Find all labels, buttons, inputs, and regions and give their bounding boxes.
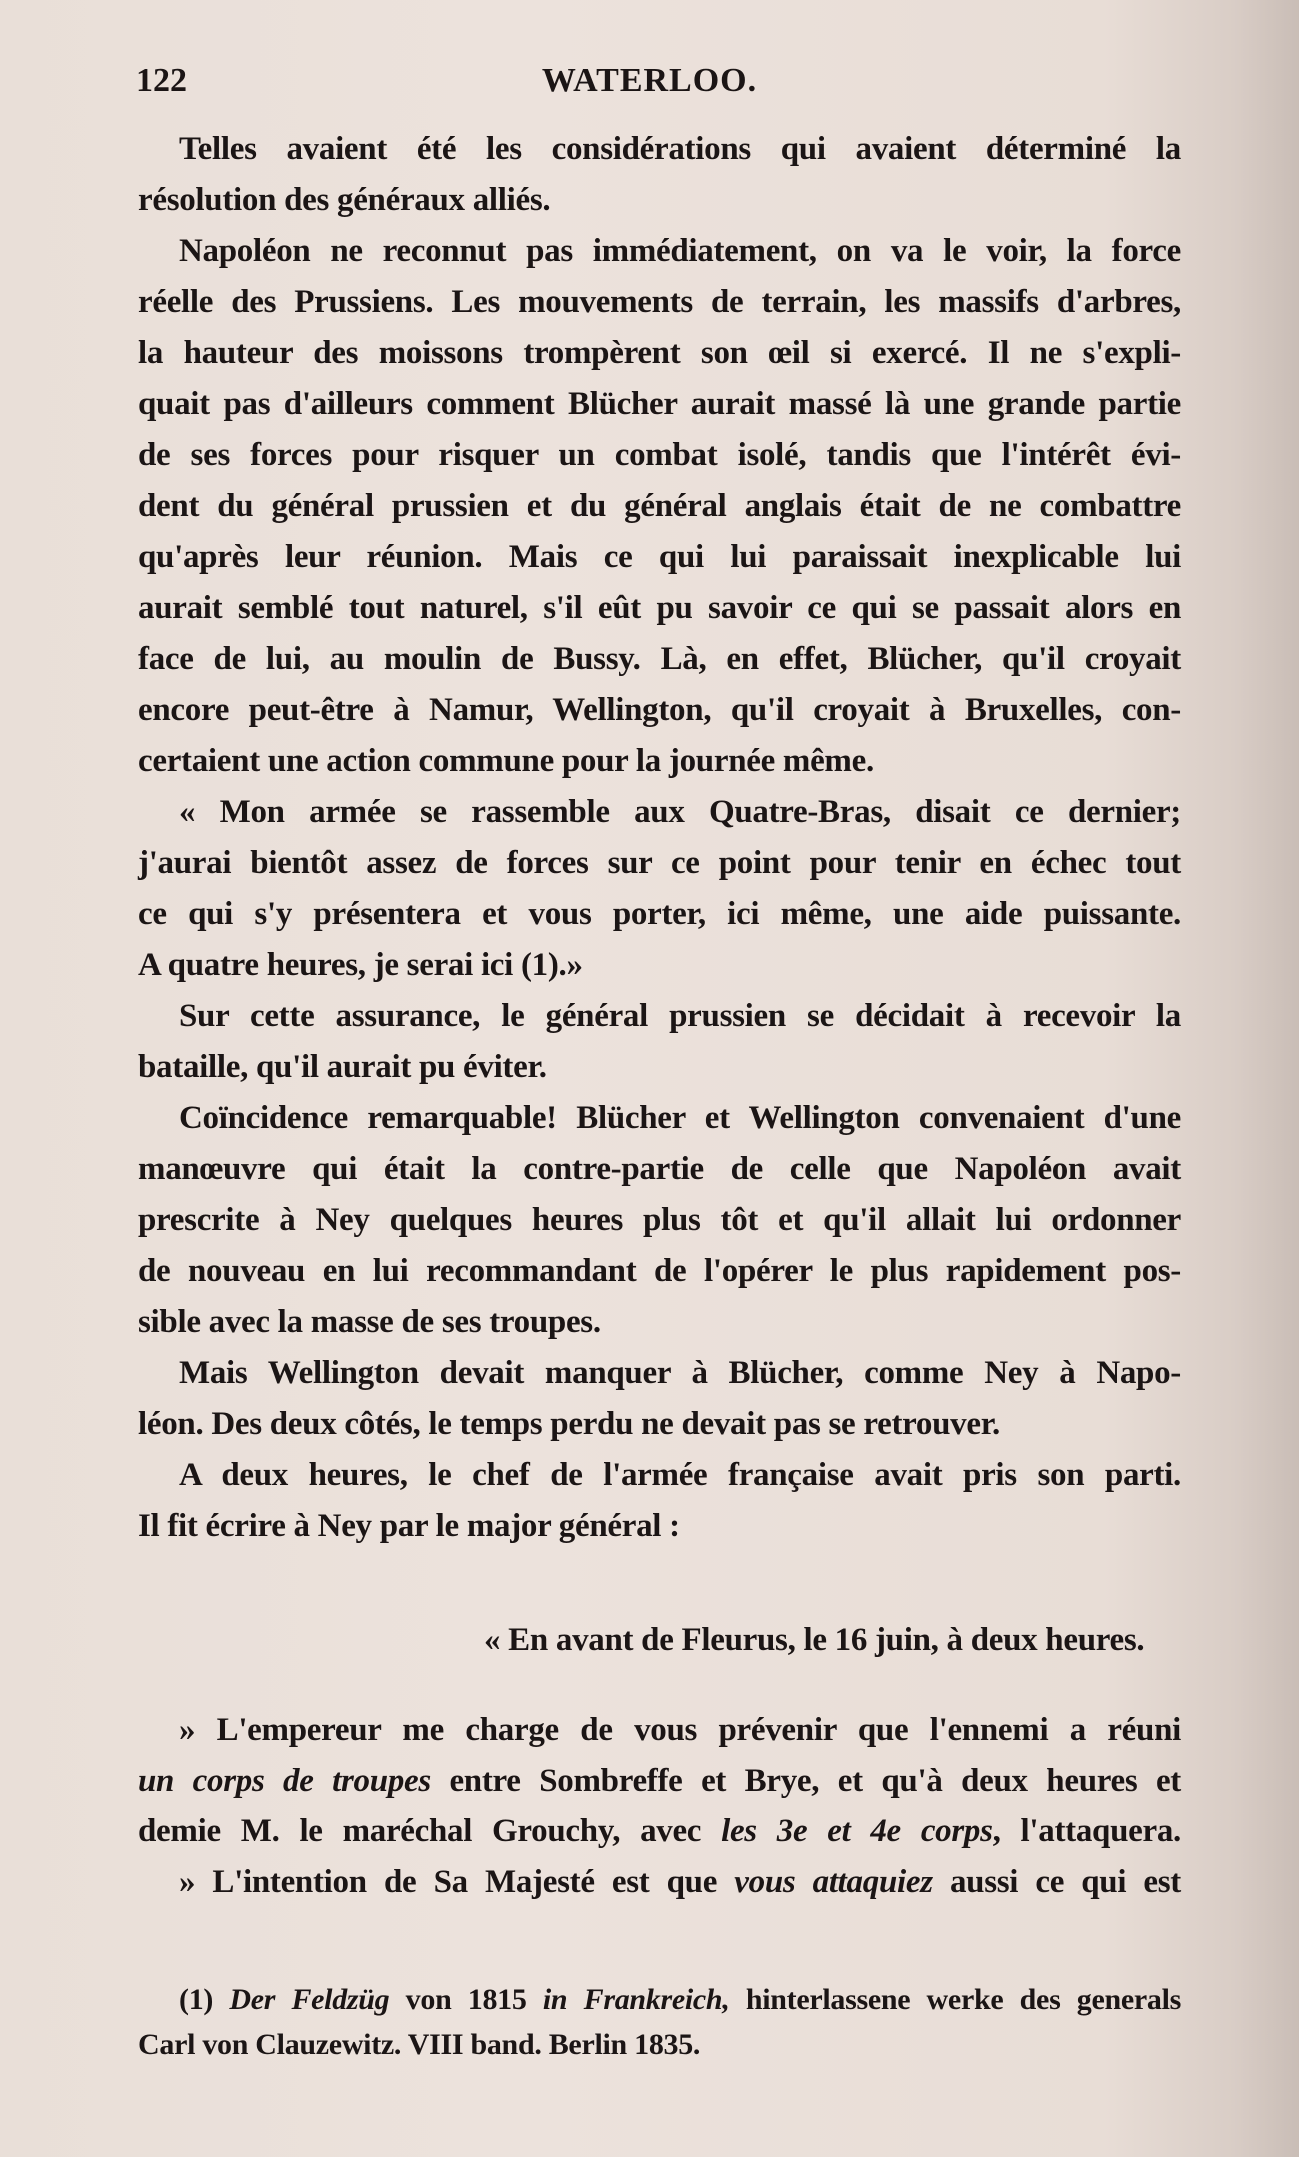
letter-line [138,1806,1181,1857]
text-line [138,1297,1181,1348]
text-line [138,1042,1181,1093]
text-run: Coïncidence remarquable! Blücher et Wellington convenaient d'une [179,1100,1181,1136]
letter-line [179,1705,1181,1756]
text-run: réelle des Prussiens. Les mouvements de terrain, les massifs d'arbres, [138,284,1181,320]
text-run: ce qui s'y présentera et vous porter, ici même, une aide puissante. [138,896,1181,932]
page-number: 122 [136,62,187,99]
text-line [179,226,1181,277]
italic-text: vous attaquiez [734,1864,933,1901]
text-line [138,1246,1181,1297]
text-run: von 1815 [389,1983,543,2016]
italic-text: un corps de troupes [138,1762,431,1799]
text-run: certaient une action commune pour la journée même. [138,743,874,779]
text-run: Il fit écrire à Ney par le major général : [138,1508,680,1544]
text-run: (1) [179,1983,230,2016]
text-run: léon. Des deux côtés, le temps perdu ne devait pas se retrouver. [138,1406,1000,1442]
text-run: de ses forces pour risquer un combat isolé, tandis que l'intérêt évi- [138,437,1181,473]
letter-line [179,1857,1181,1908]
footnote-line [179,1974,1181,2025]
text-run: face de lui, au moulin de Bussy. Là, en effet, Blücher, qu'il croyait [138,641,1181,677]
text-run: prescrite à Ney quelques heures plus tôt et qu'il allait lui ordonner [138,1202,1181,1238]
text-line [138,838,1181,889]
italic-text: les 3e et 4e corps [721,1813,993,1850]
text-run: j'aurai bientôt assez de forces sur ce point pour tenir en échec tout [138,845,1181,881]
text-line [179,1348,1181,1399]
text-run: A quatre heures, je serai ici (1).» [138,947,583,983]
text-run: A deux heures, le chef de l'armée française avait pris son parti. [179,1457,1181,1493]
text-run: , l'attaquera. [992,1813,1181,1850]
text-run: Sur cette assurance, le général prussien se décidait à recevoir la [179,998,1181,1034]
text-line [179,124,1181,175]
footnote-line [138,2019,1181,2070]
text-run: » L'intention de Sa Majesté est que [179,1864,735,1901]
text-line [138,175,1181,226]
text-run: hinterlassene werke des generals [729,1983,1181,2016]
text-run: manœuvre qui était la contre-partie de celle que Napoléon avait [138,1151,1181,1187]
text-line [138,481,1181,532]
text-run: encore peut-être à Namur, Wellington, qu'il croyait à Bruxelles, con- [138,692,1181,728]
text-line [138,430,1181,481]
text-run: résolution des généraux alliés. [138,182,551,218]
text-run: entre Sombreffe et Brye, et qu'à deux heures et [430,1762,1181,1799]
text-line [138,328,1181,379]
text-run: Telles avaient été les considérations qui avaient déterminé la [179,131,1181,167]
italic-text: Der Feldzüg [229,1983,390,2016]
text-run: dent du général prussien et du général anglais était de ne combattre [138,488,1181,524]
text-run: quait pas d'ailleurs comment Blücher aurait massé là une grande partie [138,386,1181,422]
italic-text: in Frankreich, [542,1983,730,2016]
text-run: Mais Wellington devait manquer à Blücher, comme Ney à Napo- [179,1355,1181,1391]
text-line [138,1144,1181,1195]
letter-dateline: « En avant de Fleurus, le 16 juin, à deux heures. [484,1622,1145,1658]
text-line [138,736,1181,787]
text-line [179,1450,1181,1501]
text-line [138,1501,1181,1552]
text-line [138,583,1181,634]
letter-line [138,1756,1181,1807]
text-line [138,889,1181,940]
text-line [138,1399,1181,1450]
running-title: WATERLOO. [541,62,758,99]
text-line [138,634,1181,685]
text-run: de nouveau en lui recommandant de l'opérer le plus rapidement pos- [138,1253,1181,1289]
text-line [138,532,1181,583]
text-run: Carl von Clauzewitz. VIII band. Berlin 1835. [138,2028,701,2061]
text-run: demie M. le maréchal Grouchy, avec [138,1813,722,1850]
text-run: qu'après leur réunion. Mais ce qui lui paraissait inexplicable lui [138,539,1181,575]
text-line [138,940,1181,991]
text-line [138,1195,1181,1246]
text-run: la hauteur des moissons trompèrent son œil si exercé. Il ne s'expli- [138,335,1181,371]
text-run: bataille, qu'il aurait pu éviter. [138,1049,547,1085]
text-line [179,787,1181,838]
text-run: « Mon armée se rassemble aux Quatre-Bras, disait ce dernier; [179,794,1181,830]
text-line [179,1093,1181,1144]
text-run: aussi ce qui est [932,1864,1181,1901]
text-run: Napoléon ne reconnut pas immédiatement, on va le voir, la force [179,233,1181,269]
text-line [138,685,1181,736]
text-line [138,277,1181,328]
text-line [179,991,1181,1042]
text-run: » L'empereur me charge de vous prévenir que l'ennemi a réuni [179,1712,1181,1748]
text-line [138,379,1181,430]
text-run: aurait semblé tout naturel, s'il eût pu savoir ce qui se passait alors en [138,590,1181,626]
text-run: sible avec la masse de ses troupes. [138,1304,601,1340]
